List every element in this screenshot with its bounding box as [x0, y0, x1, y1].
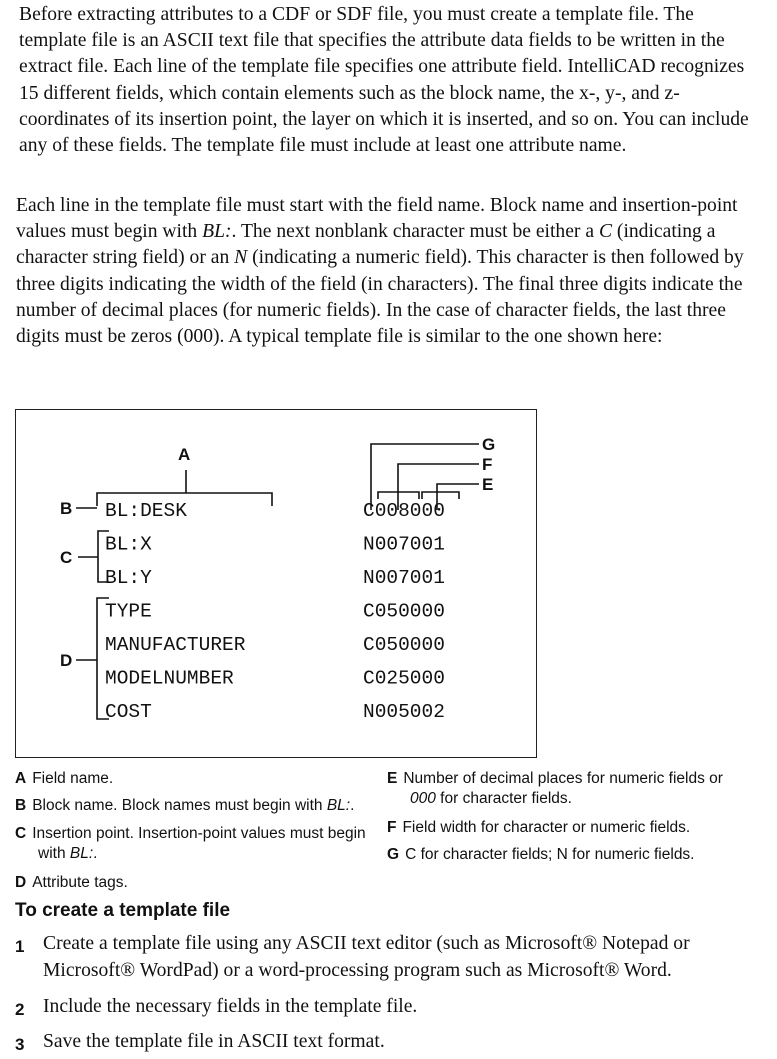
template-field-name: COST [105, 701, 152, 723]
legend-c-key: C [15, 825, 27, 842]
legend-c-tail: . [93, 845, 98, 862]
template-field-name: MODELNUMBER [105, 667, 234, 690]
label-d: D [60, 651, 73, 670]
procedure-step-2 [15, 993, 765, 1020]
template-field-name: BL:Y [105, 567, 152, 589]
legend-a [15, 769, 385, 789]
template-field-name: BL:X [105, 533, 152, 556]
label-b: B [60, 499, 73, 518]
legend-c [15, 824, 385, 864]
procedure-step-1 [15, 930, 765, 986]
label-a: A [178, 445, 191, 464]
p2-text-e: (indicating a character string field) or an [16, 221, 716, 269]
decimal-places-bracket [422, 492, 459, 499]
template-field-code: N007001 [363, 533, 445, 556]
template-file-figure [15, 409, 537, 758]
template-field-code: C008000 [363, 500, 445, 522]
p2-text-g: (indicating a numeric field). This character is then followed by three digits indicating the width of the field (in characters). The final three digits indicate the number of decimal places (for numeric fields). In the case of character fields, the last three digits must be zeros (000). A typical template file is similar to the one shown here: [16, 247, 744, 348]
legend-g-text: C for character fields; N for numeric fields. [405, 846, 695, 863]
legend-c-text1: Insertion point. Insertion-point values must begin [32, 825, 366, 842]
step-1-line-2: Microsoft® WordPad) or a word-processing program such as Microsoft® Word. [43, 960, 672, 981]
p2-em-c: C [598, 221, 613, 243]
template-field-code: C050000 [363, 634, 445, 656]
legend-d [15, 873, 385, 893]
legend-e-text2: for character fields. [435, 790, 572, 807]
legend-e [387, 769, 767, 809]
step-number: 1 [15, 937, 25, 956]
step-number: 3 [15, 1035, 25, 1054]
procedure-step-3 [15, 1028, 765, 1055]
template-field-code: N005002 [363, 701, 445, 723]
legend-c-em: BL: [69, 845, 94, 862]
procedure-title: To create a template file [15, 900, 231, 921]
legend-b-text: Block name. Block names must begin with [32, 797, 327, 814]
label-e: E [482, 475, 494, 494]
legend-b-key: B [15, 797, 27, 814]
legend-e-text1: Number of decimal places for numeric fields or [403, 770, 723, 787]
template-field-code: C050000 [363, 600, 445, 623]
legend-a-key: A [15, 770, 27, 787]
label-f: F [482, 455, 493, 474]
label-c: C [60, 548, 73, 567]
template-field-name: MANUFACTURER [105, 634, 246, 656]
legend-b-em: BL: [326, 797, 351, 814]
p2-text-c: . The next nonblank character must be either a [231, 221, 599, 243]
p2-em-bl: BL: [202, 221, 232, 243]
p2-text-a: Each line in the template file must start with the field name. Block name and insertion-point values must begin with [16, 195, 738, 243]
legend-f-text: Field width for character or numeric fields. [402, 819, 691, 836]
legend-f [387, 818, 767, 838]
legend-b-tail: . [350, 797, 355, 814]
legend-c-text2: with [38, 845, 70, 862]
figure-diagram [16, 410, 538, 759]
field-rules-paragraph [16, 193, 761, 350]
label-g: G [482, 435, 496, 454]
legend-g-key: G [387, 846, 400, 863]
step-3-text: Save the template file in ASCII text format. [43, 1031, 385, 1052]
step-text [43, 930, 690, 984]
step-1-line-1: Create a template file using any ASCII text editor (such as Microsoft® Notepad or [43, 933, 690, 954]
step-number: 2 [15, 1000, 25, 1019]
legend-g [387, 845, 767, 865]
legend-f-key: F [387, 819, 397, 836]
template-field-code: N007001 [363, 567, 445, 589]
template-field-name: TYPE [105, 600, 152, 623]
template-field-code: C025000 [363, 667, 445, 690]
legend-b [15, 796, 385, 816]
p2-em-n: N [234, 247, 248, 269]
legend-e-em: 000 [410, 790, 436, 807]
legend-d-text: Attribute tags. [32, 874, 128, 891]
legend-a-text: Field name. [32, 770, 114, 787]
legend-d-key: D [15, 874, 27, 891]
step-2-text: Include the necessary fields in the template file. [43, 996, 418, 1017]
template-field-name: BL:DESK [105, 500, 187, 522]
intro-paragraph: Before extracting attributes to a CDF or SDF file, you must create a template file. The template file is an ASCII text file that specifies the attribute data fields to be written in the extract file. Each line of the template file specifies one attribute field. IntelliCAD recognizes 15 different fields, which contain elements such as the block name, the x-, y-, and z-coordinates of its insertion point, the layer on which it is inserted, and so on. You can include any of these fields. The template file must include at least one attribute name. [19, 4, 749, 157]
legend-e-key: E [387, 770, 398, 787]
